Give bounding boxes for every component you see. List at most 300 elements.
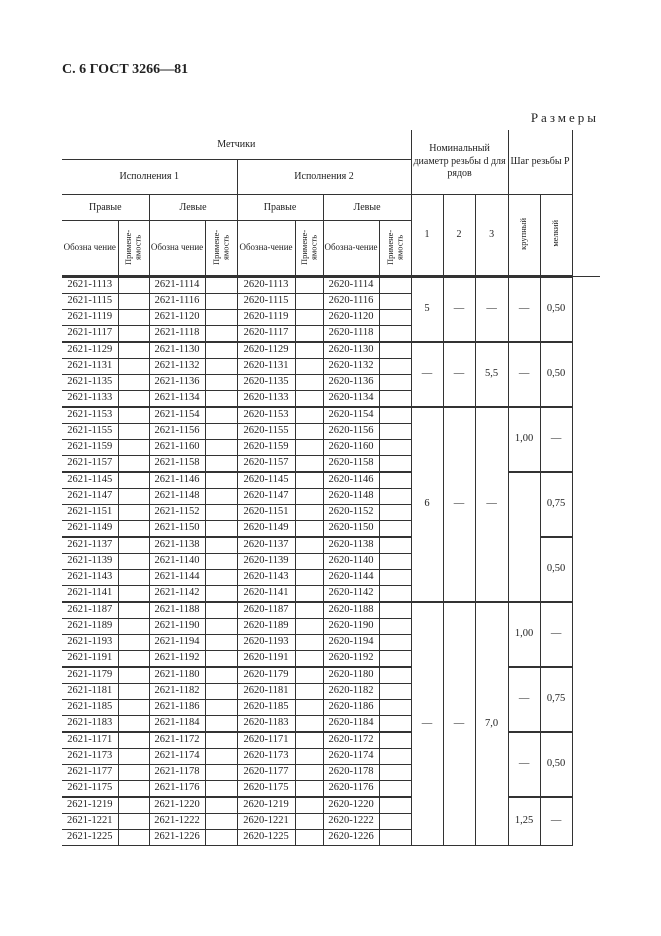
designation-right-2: 2620-1135 <box>237 375 295 391</box>
applicability-cell <box>379 667 411 684</box>
designation-left-2: 2620-1226 <box>323 830 379 846</box>
designation-right-2: 2620-1183 <box>237 716 295 733</box>
applicability-cell <box>379 700 411 716</box>
designation-right-1: 2621-1157 <box>62 456 118 473</box>
header-pitch: Шаг резьбы P <box>508 130 572 195</box>
applicability-cell <box>118 391 149 408</box>
applicability-cell <box>295 667 323 684</box>
pitch-fine: — <box>540 407 572 472</box>
designation-left-1: 2621-1192 <box>149 651 205 668</box>
applicability-cell <box>295 294 323 310</box>
applicability-cell <box>379 424 411 440</box>
header-blank <box>572 130 600 277</box>
designation-right-1: 2621-1117 <box>62 326 118 343</box>
applicability-cell <box>118 537 149 554</box>
designation-right-2: 2620-1187 <box>237 602 295 619</box>
applicability-cell <box>295 700 323 716</box>
designation-left-1: 2621-1190 <box>149 619 205 635</box>
applicability-cell <box>379 407 411 424</box>
designation-right-1: 2621-1155 <box>62 424 118 440</box>
applicability-cell <box>118 749 149 765</box>
applicability-cell <box>295 342 323 359</box>
page-header: С. 6 ГОСТ 3266—81 <box>62 62 189 77</box>
designation-left-2: 2620-1118 <box>323 326 379 343</box>
pitch-fine: 0,50 <box>540 537 572 602</box>
diameter-row-3: — <box>475 277 508 343</box>
designation-right-2: 2620-1177 <box>237 765 295 781</box>
applicability-cell <box>205 814 237 830</box>
pitch-fine: 0,50 <box>540 277 572 343</box>
applicability-cell <box>205 716 237 733</box>
applicability-cell <box>205 472 237 489</box>
applicability-cell <box>118 586 149 603</box>
applicability-cell <box>205 537 237 554</box>
header-taps: Метчики <box>62 130 411 160</box>
designation-left-1: 2621-1138 <box>149 537 205 554</box>
header-designation-4: Обозна-чение <box>323 221 379 277</box>
designation-left-1: 2621-1188 <box>149 602 205 619</box>
applicability-cell <box>295 424 323 440</box>
applicability-cell <box>118 797 149 814</box>
designation-left-2: 2620-1156 <box>323 424 379 440</box>
applicability-cell <box>379 797 411 814</box>
header-exec1: Исполнения 1 <box>62 160 237 195</box>
applicability-cell <box>205 456 237 473</box>
applicability-cell <box>295 570 323 586</box>
designation-right-1: 2621-1115 <box>62 294 118 310</box>
applicability-cell <box>295 830 323 846</box>
applicability-cell <box>205 342 237 359</box>
designation-left-1: 2621-1134 <box>149 391 205 408</box>
designation-left-1: 2621-1148 <box>149 489 205 505</box>
applicability-cell <box>379 765 411 781</box>
applicability-cell <box>379 472 411 489</box>
applicability-cell <box>379 602 411 619</box>
designation-left-1: 2621-1118 <box>149 326 205 343</box>
table-row <box>62 277 600 294</box>
header-row-1: 1 <box>411 195 443 277</box>
designation-right-2: 2620-1117 <box>237 326 295 343</box>
applicability-cell <box>379 830 411 846</box>
designation-right-1: 2621-1151 <box>62 505 118 521</box>
applicability-cell <box>379 537 411 554</box>
header-nominal-diameter: Номинальный диаметр резьбы d для рядов <box>411 130 508 195</box>
applicability-cell <box>379 505 411 521</box>
applicability-cell <box>118 521 149 538</box>
designation-right-2: 2620-1173 <box>237 749 295 765</box>
applicability-cell <box>379 635 411 651</box>
applicability-cell <box>379 294 411 310</box>
pitch-fine: — <box>540 797 572 846</box>
pitch-fine: — <box>540 602 572 667</box>
designation-left-2: 2620-1174 <box>323 749 379 765</box>
header-row-2: 2 <box>443 195 475 277</box>
designation-right-2: 2620-1129 <box>237 342 295 359</box>
designation-right-1: 2621-1119 <box>62 310 118 326</box>
applicability-cell <box>379 277 411 294</box>
applicability-cell <box>379 359 411 375</box>
designation-right-1: 2621-1179 <box>62 667 118 684</box>
designation-right-2: 2620-1193 <box>237 635 295 651</box>
designation-right-1: 2621-1129 <box>62 342 118 359</box>
diameter-row-2: — <box>443 277 475 343</box>
designation-right-2: 2620-1155 <box>237 424 295 440</box>
designation-right-1: 2621-1177 <box>62 765 118 781</box>
pitch-coarse: — <box>508 342 540 407</box>
designation-left-2: 2620-1222 <box>323 814 379 830</box>
applicability-cell <box>379 586 411 603</box>
designation-left-2: 2620-1138 <box>323 537 379 554</box>
table-row <box>62 472 600 489</box>
applicability-cell <box>205 326 237 343</box>
designation-right-1: 2621-1171 <box>62 732 118 749</box>
applicability-cell <box>118 407 149 424</box>
header-left-2: Левые <box>323 195 411 221</box>
designation-left-1: 2621-1176 <box>149 781 205 798</box>
designation-left-1: 2621-1226 <box>149 830 205 846</box>
diameter-row-2: — <box>443 407 475 602</box>
designation-left-1: 2621-1178 <box>149 765 205 781</box>
diameter-row-2: — <box>443 342 475 407</box>
designation-left-2: 2620-1190 <box>323 619 379 635</box>
designation-right-1: 2621-1147 <box>62 489 118 505</box>
applicability-cell <box>205 602 237 619</box>
designation-left-1: 2621-1152 <box>149 505 205 521</box>
designation-right-2: 2620-1219 <box>237 797 295 814</box>
designation-left-1: 2621-1142 <box>149 586 205 603</box>
diameter-row-1: 5 <box>411 277 443 343</box>
designation-right-2: 2620-1181 <box>237 684 295 700</box>
applicability-cell <box>295 407 323 424</box>
pitch-fine: 0,75 <box>540 667 572 732</box>
applicability-cell <box>205 554 237 570</box>
designation-left-2: 2620-1184 <box>323 716 379 733</box>
designation-left-2: 2620-1176 <box>323 781 379 798</box>
designation-left-2: 2620-1180 <box>323 667 379 684</box>
designation-right-1: 2621-1185 <box>62 700 118 716</box>
header-right-2: Правые <box>237 195 323 221</box>
designation-left-1: 2621-1156 <box>149 424 205 440</box>
applicability-cell <box>295 765 323 781</box>
designation-left-2: 2620-1146 <box>323 472 379 489</box>
designation-right-2: 2620-1143 <box>237 570 295 586</box>
applicability-cell <box>295 310 323 326</box>
applicability-cell <box>295 716 323 733</box>
applicability-cell <box>118 602 149 619</box>
designation-right-2: 2620-1157 <box>237 456 295 473</box>
designation-left-2: 2620-1150 <box>323 521 379 538</box>
designation-right-2: 2620-1171 <box>237 732 295 749</box>
applicability-cell <box>379 684 411 700</box>
diameter-row-1: — <box>411 602 443 846</box>
designation-right-1: 2621-1153 <box>62 407 118 424</box>
header-right-1: Правые <box>62 195 149 221</box>
header-applic-3: Примене-ямость <box>295 221 323 277</box>
designation-left-2: 2620-1152 <box>323 505 379 521</box>
header-applic-2: Примене-ямость <box>205 221 237 277</box>
header-designation-2: Обозна чение <box>149 221 205 277</box>
designation-left-2: 2620-1136 <box>323 375 379 391</box>
designation-left-2: 2620-1186 <box>323 700 379 716</box>
applicability-cell <box>118 440 149 456</box>
applicability-cell <box>295 684 323 700</box>
designation-right-1: 2621-1183 <box>62 716 118 733</box>
designation-right-2: 2620-1119 <box>237 310 295 326</box>
designation-right-2: 2620-1189 <box>237 619 295 635</box>
applicability-cell <box>379 310 411 326</box>
applicability-cell <box>379 391 411 408</box>
applicability-cell <box>379 440 411 456</box>
applicability-cell <box>118 375 149 391</box>
designation-right-1: 2621-1133 <box>62 391 118 408</box>
designation-right-1: 2621-1193 <box>62 635 118 651</box>
applicability-cell <box>205 359 237 375</box>
header-designation-1: Обозна чение <box>62 221 118 277</box>
applicability-cell <box>118 814 149 830</box>
designation-right-2: 2620-1113 <box>237 277 295 294</box>
designation-left-1: 2621-1172 <box>149 732 205 749</box>
applicability-cell <box>118 765 149 781</box>
pitch-fine: 0,75 <box>540 472 572 537</box>
applicability-cell <box>118 489 149 505</box>
applicability-cell <box>118 277 149 294</box>
applicability-cell <box>205 505 237 521</box>
table-row <box>62 342 600 359</box>
pitch-coarse: — <box>508 732 540 797</box>
applicability-cell <box>205 765 237 781</box>
applicability-cell <box>118 716 149 733</box>
designation-right-1: 2621-1141 <box>62 586 118 603</box>
pitch-coarse: — <box>508 277 540 343</box>
designation-right-2: 2620-1139 <box>237 554 295 570</box>
applicability-cell <box>379 489 411 505</box>
designation-left-1: 2621-1144 <box>149 570 205 586</box>
designation-left-1: 2621-1222 <box>149 814 205 830</box>
pitch-coarse <box>508 472 540 602</box>
applicability-cell <box>118 294 149 310</box>
designation-left-2: 2620-1132 <box>323 359 379 375</box>
applicability-cell <box>295 277 323 294</box>
applicability-cell <box>379 619 411 635</box>
applicability-cell <box>295 391 323 408</box>
applicability-cell <box>118 424 149 440</box>
applicability-cell <box>205 440 237 456</box>
applicability-cell <box>295 797 323 814</box>
pitch-coarse: 1,25 <box>508 797 540 846</box>
applicability-cell <box>205 310 237 326</box>
applicability-cell <box>295 472 323 489</box>
header-left-1: Левые <box>149 195 237 221</box>
pitch-fine: 0,50 <box>540 732 572 797</box>
table-row <box>62 797 600 814</box>
designation-left-1: 2621-1150 <box>149 521 205 538</box>
designation-left-2: 2620-1116 <box>323 294 379 310</box>
applicability-cell <box>118 310 149 326</box>
designation-left-1: 2621-1184 <box>149 716 205 733</box>
designation-left-2: 2620-1120 <box>323 310 379 326</box>
applicability-cell <box>118 359 149 375</box>
table-row <box>62 732 600 749</box>
applicability-cell <box>295 814 323 830</box>
designation-left-1: 2621-1154 <box>149 407 205 424</box>
applicability-cell <box>118 651 149 668</box>
header-row-3: 3 <box>475 195 508 277</box>
applicability-cell <box>295 781 323 798</box>
designation-right-2: 2620-1159 <box>237 440 295 456</box>
designation-left-2: 2620-1142 <box>323 586 379 603</box>
header-applic-4: Примене-ямость <box>379 221 411 277</box>
taps-table <box>62 130 600 846</box>
applicability-cell <box>118 700 149 716</box>
table-row <box>62 602 600 619</box>
designation-right-2: 2620-1153 <box>237 407 295 424</box>
diameter-row-1: — <box>411 342 443 407</box>
applicability-cell <box>379 570 411 586</box>
designation-right-2: 2620-1131 <box>237 359 295 375</box>
designation-right-1: 2621-1187 <box>62 602 118 619</box>
applicability-cell <box>118 456 149 473</box>
applicability-cell <box>205 651 237 668</box>
applicability-cell <box>205 619 237 635</box>
applicability-cell <box>118 684 149 700</box>
designation-left-2: 2620-1192 <box>323 651 379 668</box>
applicability-cell <box>295 619 323 635</box>
applicability-cell <box>295 375 323 391</box>
applicability-cell <box>295 586 323 603</box>
pitch-coarse: 1,00 <box>508 407 540 472</box>
designation-right-2: 2620-1133 <box>237 391 295 408</box>
designation-left-2: 2620-1182 <box>323 684 379 700</box>
designation-left-2: 2620-1114 <box>323 277 379 294</box>
applicability-cell <box>118 505 149 521</box>
applicability-cell <box>205 667 237 684</box>
designation-right-1: 2621-1189 <box>62 619 118 635</box>
designation-right-2: 2620-1179 <box>237 667 295 684</box>
designation-right-1: 2621-1191 <box>62 651 118 668</box>
designation-left-1: 2621-1186 <box>149 700 205 716</box>
designation-right-2: 2620-1149 <box>237 521 295 538</box>
applicability-cell <box>205 570 237 586</box>
designation-right-1: 2621-1135 <box>62 375 118 391</box>
applicability-cell <box>295 602 323 619</box>
applicability-cell <box>205 391 237 408</box>
designation-right-2: 2620-1191 <box>237 651 295 668</box>
applicability-cell <box>295 732 323 749</box>
applicability-cell <box>379 326 411 343</box>
designation-right-1: 2621-1139 <box>62 554 118 570</box>
pitch-coarse: — <box>508 667 540 732</box>
diameter-row-2: — <box>443 602 475 846</box>
applicability-cell <box>295 456 323 473</box>
applicability-cell <box>295 635 323 651</box>
designation-left-2: 2620-1220 <box>323 797 379 814</box>
applicability-cell <box>205 489 237 505</box>
designation-right-1: 2621-1149 <box>62 521 118 538</box>
designation-left-2: 2620-1160 <box>323 440 379 456</box>
designation-right-1: 2621-1137 <box>62 537 118 554</box>
applicability-cell <box>379 554 411 570</box>
designation-left-2: 2620-1178 <box>323 765 379 781</box>
designation-right-1: 2621-1113 <box>62 277 118 294</box>
diameter-row-3: — <box>475 407 508 602</box>
applicability-cell <box>379 781 411 798</box>
designation-right-1: 2621-1219 <box>62 797 118 814</box>
designation-left-1: 2621-1140 <box>149 554 205 570</box>
designation-left-2: 2620-1172 <box>323 732 379 749</box>
designation-left-1: 2621-1182 <box>149 684 205 700</box>
designation-left-1: 2621-1174 <box>149 749 205 765</box>
designation-right-2: 2620-1145 <box>237 472 295 489</box>
applicability-cell <box>118 635 149 651</box>
blank-column <box>572 277 600 846</box>
applicability-cell <box>295 749 323 765</box>
table-row <box>62 667 600 684</box>
applicability-cell <box>379 651 411 668</box>
designation-right-1: 2621-1181 <box>62 684 118 700</box>
designation-right-1: 2621-1145 <box>62 472 118 489</box>
designation-right-1: 2621-1221 <box>62 814 118 830</box>
applicability-cell <box>379 814 411 830</box>
applicability-cell <box>205 424 237 440</box>
applicability-cell <box>295 651 323 668</box>
designation-left-2: 2620-1130 <box>323 342 379 359</box>
designation-right-2: 2620-1115 <box>237 294 295 310</box>
applicability-cell <box>205 521 237 538</box>
applicability-cell <box>379 521 411 538</box>
designation-right-1: 2621-1173 <box>62 749 118 765</box>
applicability-cell <box>118 619 149 635</box>
applicability-cell <box>379 342 411 359</box>
applicability-cell <box>295 359 323 375</box>
applicability-cell <box>379 375 411 391</box>
designation-right-2: 2620-1137 <box>237 537 295 554</box>
designation-right-2: 2620-1225 <box>237 830 295 846</box>
designation-left-1: 2621-1132 <box>149 359 205 375</box>
diameter-row-3: 7,0 <box>475 602 508 846</box>
designation-right-1: 2621-1175 <box>62 781 118 798</box>
designation-left-2: 2620-1188 <box>323 602 379 619</box>
designation-left-2: 2620-1140 <box>323 554 379 570</box>
designation-left-1: 2621-1194 <box>149 635 205 651</box>
table-body <box>62 277 600 846</box>
designation-left-1: 2621-1116 <box>149 294 205 310</box>
applicability-cell <box>118 830 149 846</box>
applicability-cell <box>118 732 149 749</box>
header-applic-1: Примене-ямость <box>118 221 149 277</box>
designation-right-2: 2620-1221 <box>237 814 295 830</box>
header-coarse: крупный <box>508 195 540 277</box>
designation-left-2: 2620-1148 <box>323 489 379 505</box>
applicability-cell <box>295 505 323 521</box>
designation-right-1: 2621-1143 <box>62 570 118 586</box>
designation-right-2: 2620-1151 <box>237 505 295 521</box>
designation-left-2: 2620-1134 <box>323 391 379 408</box>
applicability-cell <box>205 830 237 846</box>
applicability-cell <box>205 797 237 814</box>
applicability-cell <box>379 732 411 749</box>
applicability-cell <box>295 537 323 554</box>
designation-right-2: 2620-1147 <box>237 489 295 505</box>
designation-left-1: 2621-1130 <box>149 342 205 359</box>
designation-right-1: 2621-1225 <box>62 830 118 846</box>
diameter-row-1: 6 <box>411 407 443 602</box>
applicability-cell <box>295 440 323 456</box>
designation-right-2: 2620-1185 <box>237 700 295 716</box>
pitch-coarse: 1,00 <box>508 602 540 667</box>
applicability-cell <box>295 326 323 343</box>
table-row <box>62 407 600 424</box>
applicability-cell <box>205 277 237 294</box>
